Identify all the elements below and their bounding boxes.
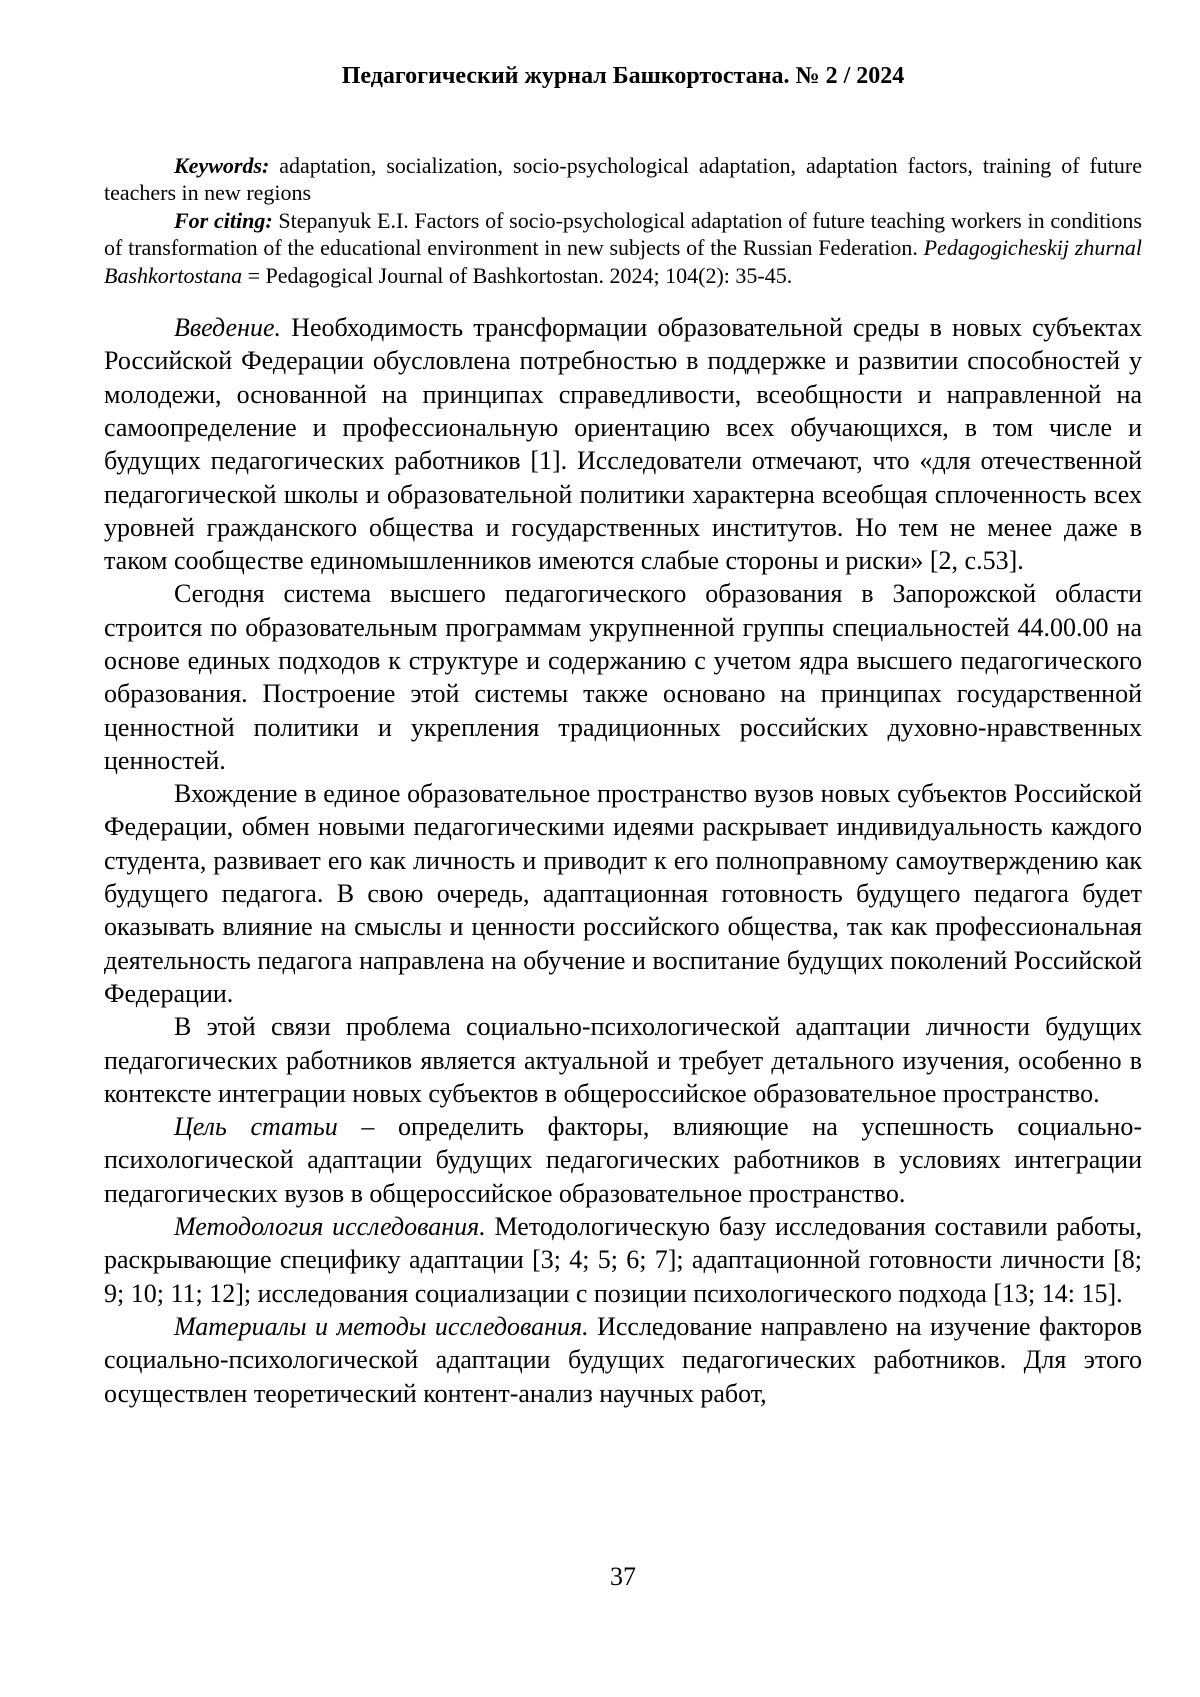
keywords-label: Keywords: (174, 153, 270, 178)
citation-paragraph (104, 207, 1142, 289)
paragraph-lead-goal: Цель статьи (174, 1112, 338, 1142)
paragraph-text: Вхождение в единое образовательное пространство вузов новых субъектов Российской Федерации, обмен новыми педагогическими идеями раскрывает индивидуальность каждого студента, развивает его как личность и приводит к его полноправному самоутверждению как будущего педагога. В свою очередь, адаптационная готовность будущего педагога будет оказывать влияние на смыслы и ценности российского общества, так как профессиональная деятельность педагога направлена на обучение и воспитание будущих поколений Российской Федерации. (104, 779, 1142, 1008)
paragraph-text: В этой связи проблема социально-психологической адаптации личности будущих педагогических работников является актуальной и требует детального изучения, особенно в контексте интеграции новых субъектов в общероссийское образовательное пространство. (104, 1012, 1142, 1108)
annotation-block (104, 152, 1142, 289)
keywords-paragraph (104, 152, 1142, 207)
body-paragraph-goal (104, 1110, 1142, 1210)
citation-journal-transliteration: Pedagogicheskij zhurnal Bashkortostana (104, 235, 1142, 288)
paragraph-text: – определить факторы, влияющие на успешность социально-психологической адаптации будущих педагогических работников в условиях интеграции педагогических вузов в общероссийское образовательное пространство. (104, 1112, 1142, 1208)
citation-text: Stepanyuk E.I. Factors of socio-psychological adaptation of future teaching workers in conditions of transformation of the educational environment in new subjects of the Russian Federation. (104, 207, 1142, 261)
paragraph-lead-methodology: Методология исследования. (174, 1212, 486, 1242)
keywords-text: adaptation, socialization, socio-psychological adaptation, adaptation factors, training of future teachers in new regions (104, 153, 1142, 206)
citation-label: For citing: (174, 207, 273, 233)
body-paragraph (104, 1010, 1142, 1110)
body-paragraph (104, 777, 1142, 1010)
citation-reference-tail: = Pedagogical Journal of Bashkortostan. 2024; 104(2): 35-45. (242, 262, 793, 288)
paragraph-text: Сегодня система высшего педагогического образования в Запорожской области строится по образовательным программам укрупненной группы специальностей 44.00.00 на основе единых подходов к структуре и содержанию с учетом ядра высшего педагогического образования. Построение этой системы также основано на принципах государственной ценностной политики и укрепления традиционных российских духовно-нравственных ценностей. (104, 579, 1142, 775)
body-paragraph (104, 577, 1142, 777)
paragraph-lead-materials: Материалы и методы исследования. (174, 1311, 589, 1341)
journal-header-title: Педагогический журнал Башкортостана. № 2 / 2024 (341, 63, 905, 89)
body-paragraph-introduction (104, 311, 1142, 577)
paragraph-text: Методологическую базу исследования составили работы, раскрывающие специфику адаптации [3; 4; 5; 6; 7]; адаптационной готовности личности [8; 9; 10; 11; 12]; исследования социализации с позиции психологического подхода [13; 14: 15]. (104, 1212, 1143, 1308)
paragraph-text: Необходимость трансформации образовательной среды в новых субъектах Российской Федерации обусловлена потребностью в поддержке и развитии способностей у молодежи, основанной на принципах справедливости, всеобщности и направленной на самоопределение и профессиональную ориентацию всех обучающихся, в том числе и будущих педагогических работников [1]. Исследователи отмечают, что «для отечественной педагогической школы и образовательной политики характерна всеобщая сплоченность всех уровней гражданского общества и государственных институтов. Но тем не менее даже в таком сообществе единомышленников имеются слабые стороны и риски» [2, с.53]. (104, 313, 1142, 576)
body-paragraph-materials (104, 1310, 1142, 1410)
paragraph-lead-introduction: Введение. (174, 313, 282, 343)
article-body (104, 311, 1142, 1410)
paragraph-text: Исследование направлено на изучение факторов социально-психологической адаптации будущих педагогических работников. Для этого осуществлен теоретический контент-анализ научных работ, (104, 1311, 1142, 1408)
page-number: 37 (610, 1562, 636, 1591)
body-paragraph-methodology (104, 1210, 1142, 1310)
